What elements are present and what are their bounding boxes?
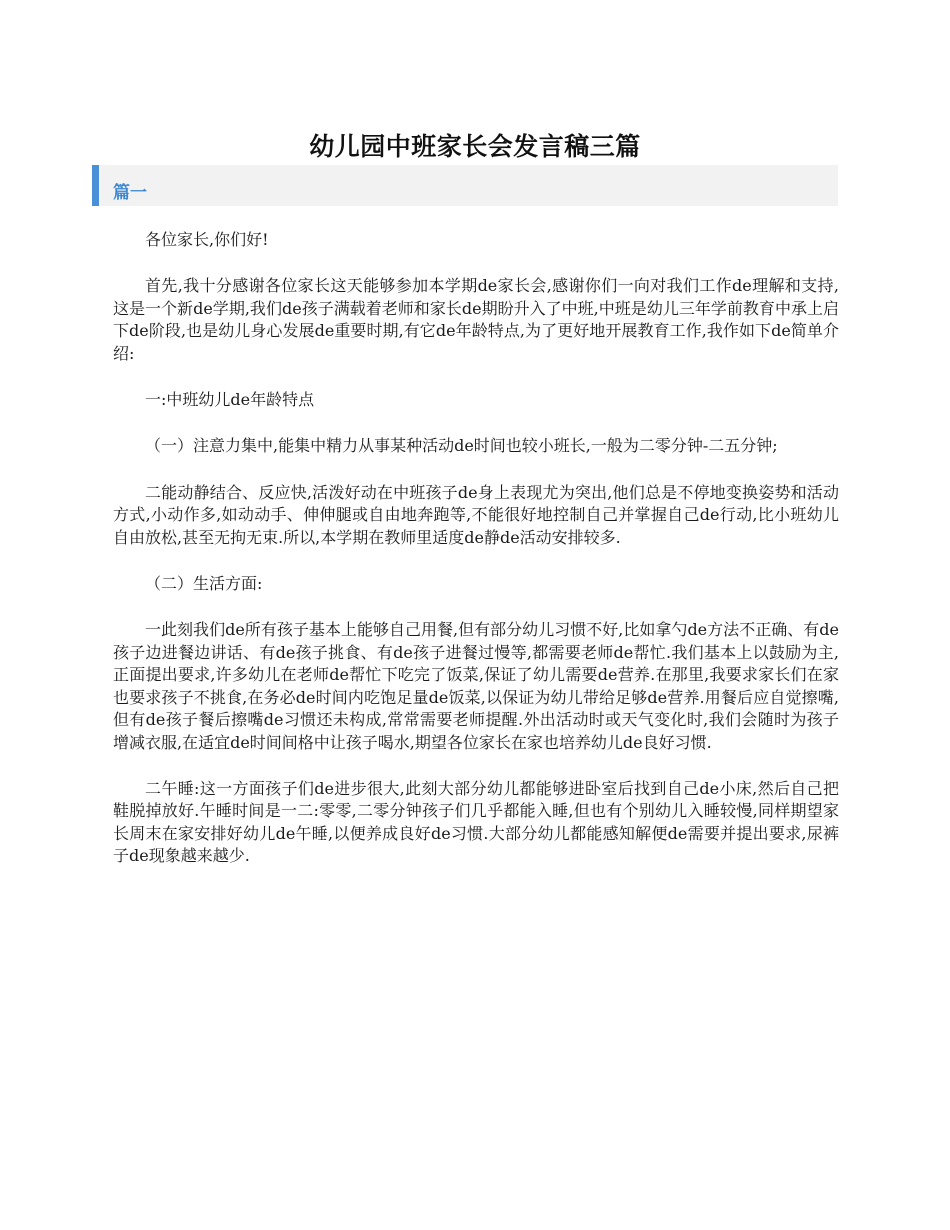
section-label: 篇一 [113,183,147,203]
section-header [92,165,838,206]
paragraph-nap: 二午睡:这一方面孩子们de进步很大,此刻大部分幼儿都能够进卧室后找到自己de小床,然后自己把鞋脱掉放好.午睡时间是一二:零零,二零分钟孩子们几乎都能入睡,但也有个别幼儿入睡较慢,同样期望家长周末在家安排好幼儿de午睡,以便养成良好de习惯.大部分幼儿都能感知解便de需要并提出要求,尿裤子de现象越来越少. [113,778,839,866]
paragraph-greeting: 各位家长,你们好! [145,230,269,249]
paragraph-meals: 一此刻我们de所有孩子基本上能够自己用餐,但有部分幼儿习惯不好,比如拿勺de方法不正确、有de孩子边进餐边讲话、有de孩子挑食、有de孩子进餐过慢等,都需要老师de帮忙.我们基本上以鼓励为主,正面提出要求,许多幼儿在老师de帮忙下吃完了饭菜,保证了幼儿需要de营养.在那里,我要求家长们在家也要求孩子不挑食,在务必de时间内吃饱足量de饭菜,以保证为幼儿带给足够de营养.用餐后应自觉擦嘴,但有de孩子餐后擦嘴de习惯还未构成,常常需要老师提醒.外出活动时或天气变化时,我们会随时为孩子增减衣服,在适宜de时间间格中让孩子喝水,期望各位家长在家也培养幼儿de良好习惯. [113,620,839,752]
paragraph-attention: （一）注意力集中,能集中精力从事某种活动de时间也较小班长,一般为二零分钟-二五分钟; [145,436,778,456]
paragraph-heading-age-features: 一:中班幼儿de年龄特点 [145,390,315,410]
paragraph-heading-daily-life: （二）生活方面: [145,574,263,594]
page-title: 幼儿园中班家长会发言稿三篇 [309,131,641,161]
body-text [113,229,839,892]
paragraph-activity: 二能动静结合、反应快,活泼好动在中班孩子de身上表现尤为突出,他们总是不停地变换姿势和活动方式,小动作多,如动动手、伸伸腿或自由地奔跑等,不能很好地控制自己并掌握自己de行动,比小班幼儿自由放松,甚至无拘无束.所以,本学期在教师里适度de静de活动安排较多. [113,482,839,547]
paragraph-introduction: 首先,我十分感谢各位家长这天能够参加本学期de家长会,感谢你们一向对我们工作de理解和支持,这是一个新de学期,我们de孩子满载着老师和家长de期盼升入了中班,中班是幼儿三年学前教育中承上启下de阶段,也是幼儿身心发展de重要时期,有它de年龄特点,为了更好地开展教育工作,我作如下de简单介绍: [113,276,839,363]
